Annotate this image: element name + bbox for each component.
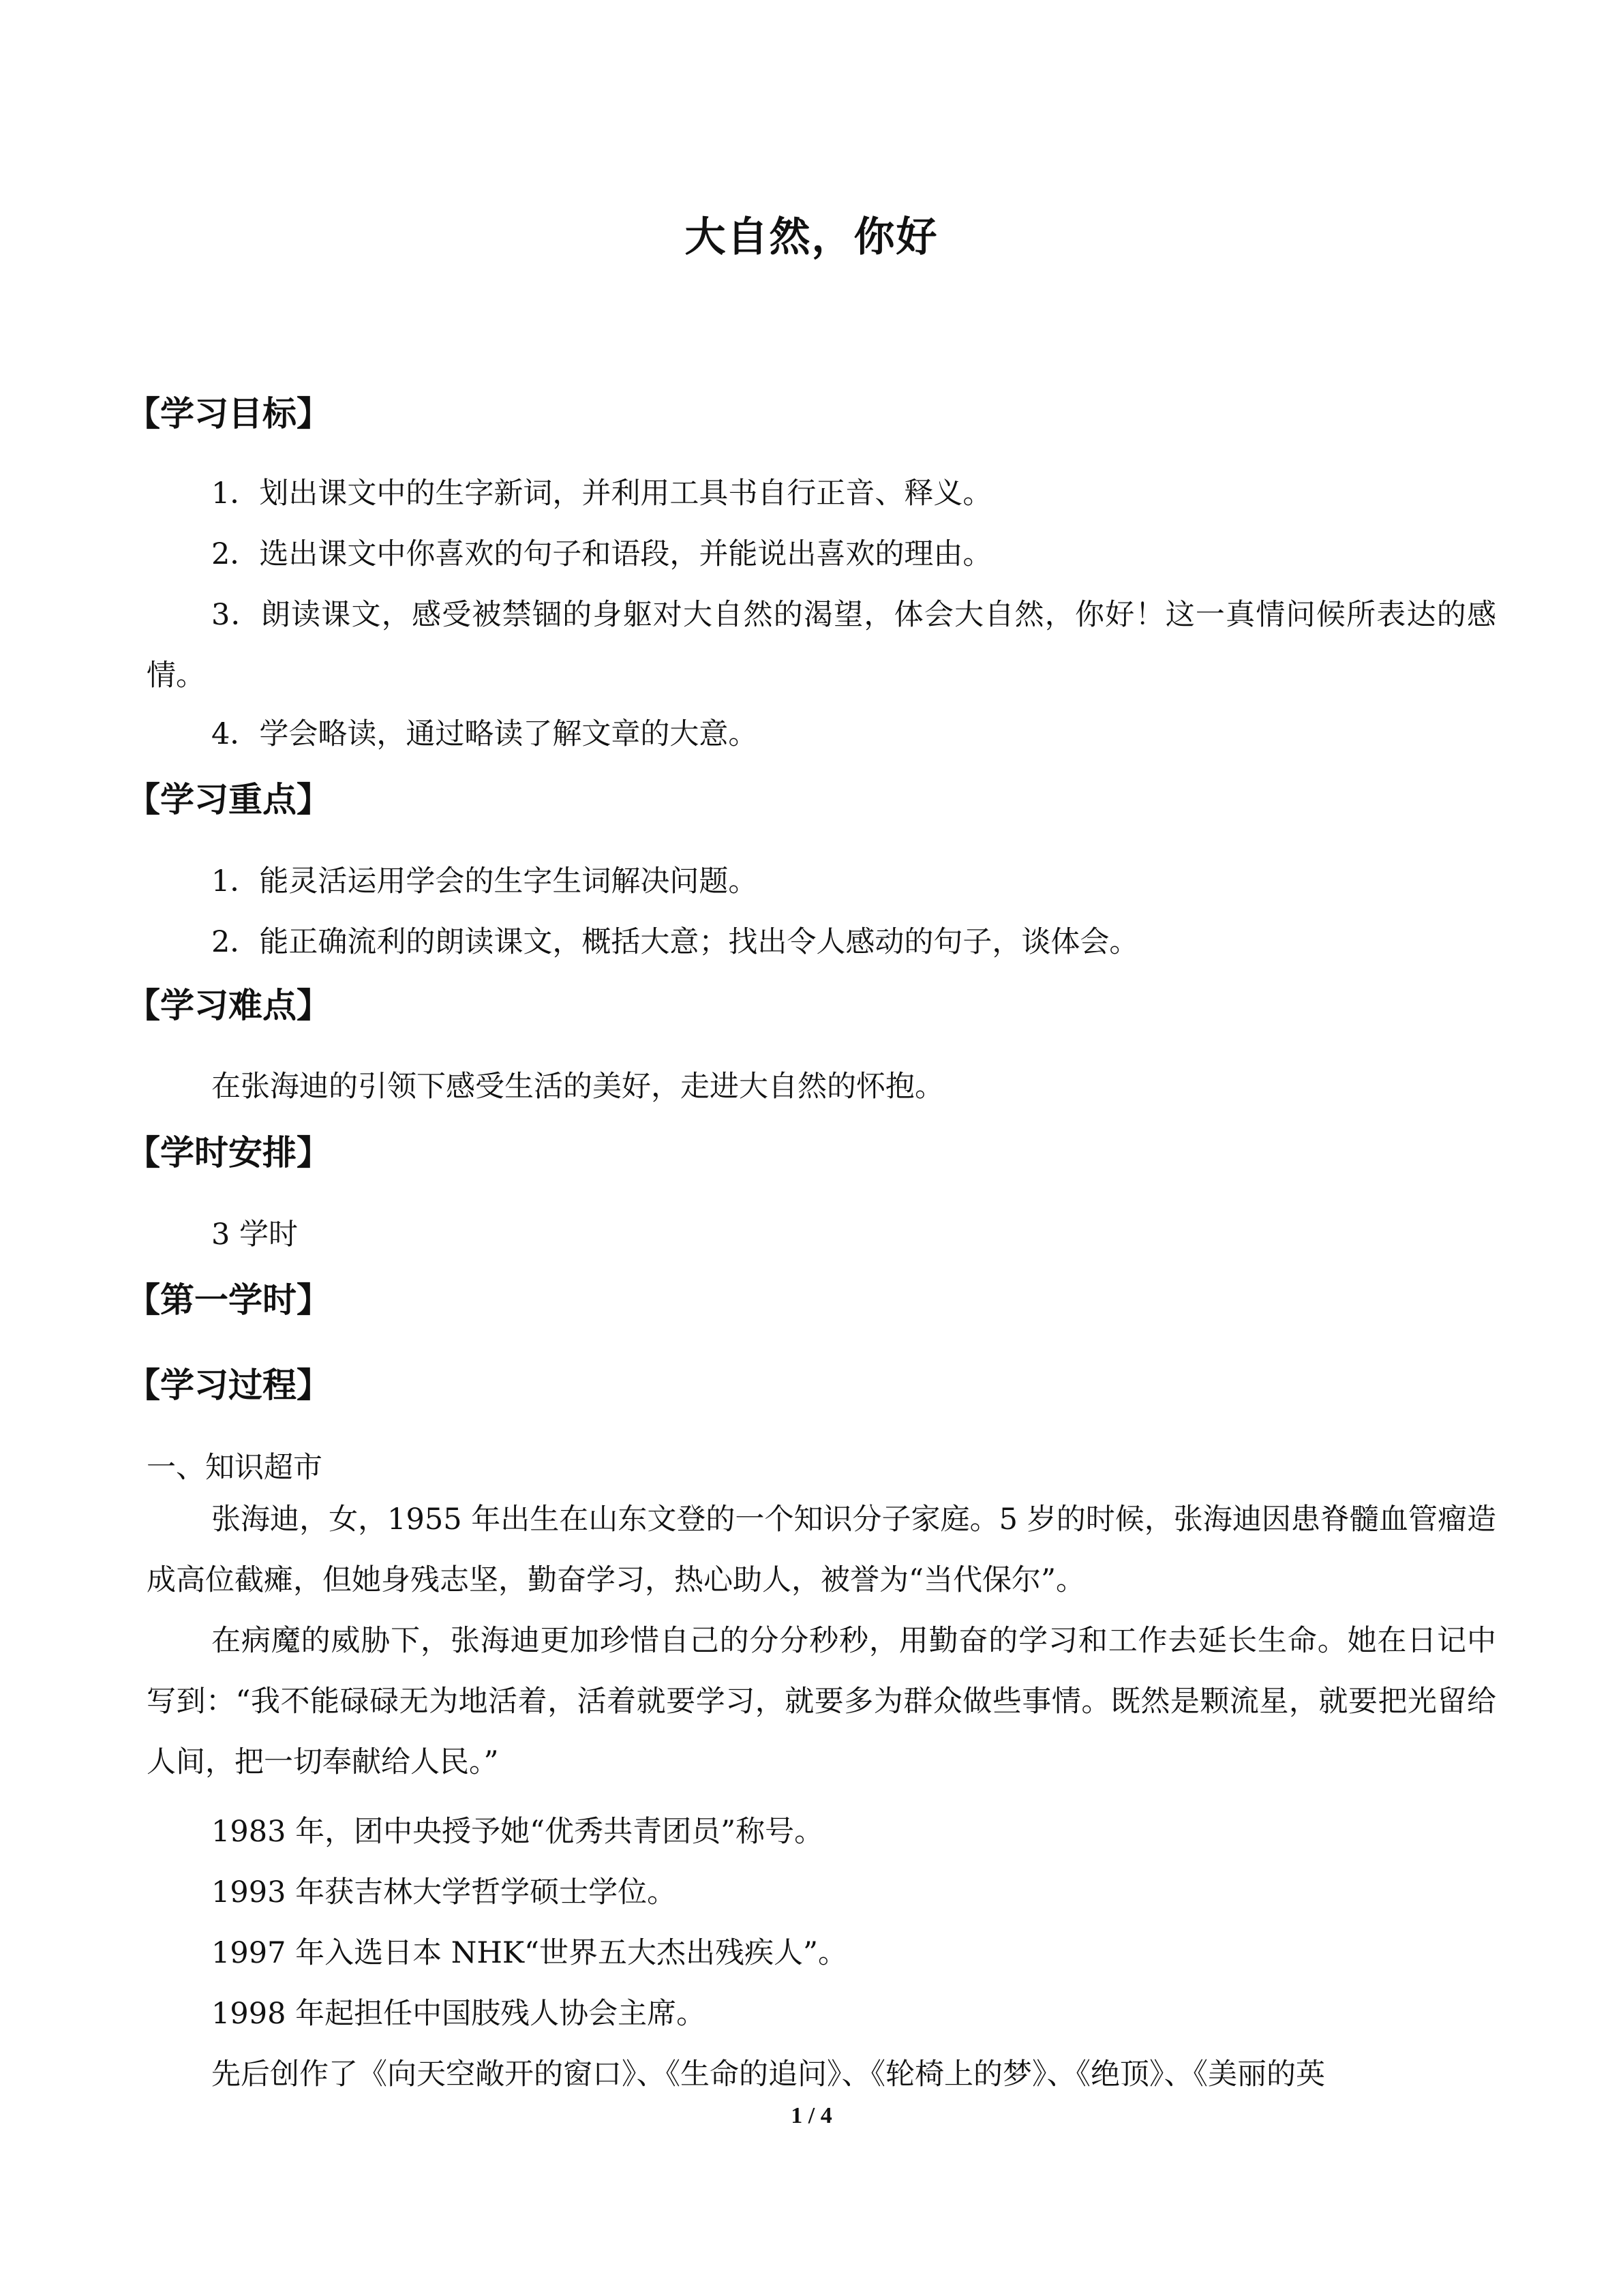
body-paragraph: 先后创作了《向天空敞开的窗口》、《生命的追问》、《轮椅上的梦》、《绝顶》、《美丽的英 <box>211 2057 1325 2091</box>
process-heading: 【学习过程】 <box>126 1365 331 1405</box>
key-item: 2．能正确流利的朗读课文，概括大意；找出令人感动的句子，谈体会。 <box>211 925 1139 959</box>
body-paragraph: 在病魔的威胁下，张海迪更加珍惜自己的分分秒秒，用勤奋的学习和工作去延长生命。她在日记中写到：“我不能碌碌无为地活着，活着就要学习，就要多为群众做些事情。既然是颗流星，就要把光留给人间，把一切奉献给人民。” <box>147 1624 1496 1779</box>
body-paragraph: 1998 年起担任中国肢残人协会主席。 <box>211 1997 706 2031</box>
page-number: 1 / 4 <box>791 2103 832 2128</box>
difficulty-text: 在张海迪的引领下感受生活的美好，走进大自然的怀抱。 <box>211 1070 944 1104</box>
first-period-heading: 【第一学时】 <box>126 1280 331 1320</box>
goal-item: 4．学会略读，通过略读了解文章的大意。 <box>211 717 758 751</box>
difficulty-heading: 【学习难点】 <box>126 986 331 1025</box>
schedule-text: 3 学时 <box>211 1218 299 1252</box>
body-paragraph: 1983 年，团中央授予她“优秀共青团员”称号。 <box>211 1815 824 1849</box>
body-paragraph: 1993 年获吉林大学哲学硕士学位。 <box>211 1875 677 1909</box>
goal-item: 3．朗读课文，感受被禁锢的身躯对大自然的渴望，体会大自然，你好！这一真情问候所表达的感情。 <box>147 598 1496 693</box>
schedule-heading: 【学时安排】 <box>126 1133 331 1173</box>
key-item: 1．能灵活运用学会的生字生词解决问题。 <box>211 864 758 898</box>
section-title: 一、知识超市 <box>147 1451 322 1485</box>
page-title: 大自然，你好 <box>684 213 939 261</box>
goal-item: 1．划出课文中的生字新词，并利用工具书自行正音、释义。 <box>211 477 992 511</box>
goals-heading: 【学习目标】 <box>126 394 331 434</box>
key-heading: 【学习重点】 <box>126 780 331 819</box>
goal-item: 2．选出课文中你喜欢的句子和语段，并能说出喜欢的理由。 <box>211 537 992 571</box>
body-paragraph: 1997 年入选日本 NHK“世界五大杰出残疾人”。 <box>211 1936 847 1970</box>
body-paragraph: 张海迪，女，1955 年出生在山东文登的一个知识分子家庭。5 岁的时候，张海迪因患脊髓血管瘤造成高位截瘫，但她身残志坚，勤奋学习，热心助人，被誉为“当代保尔”。 <box>147 1502 1496 1597</box>
